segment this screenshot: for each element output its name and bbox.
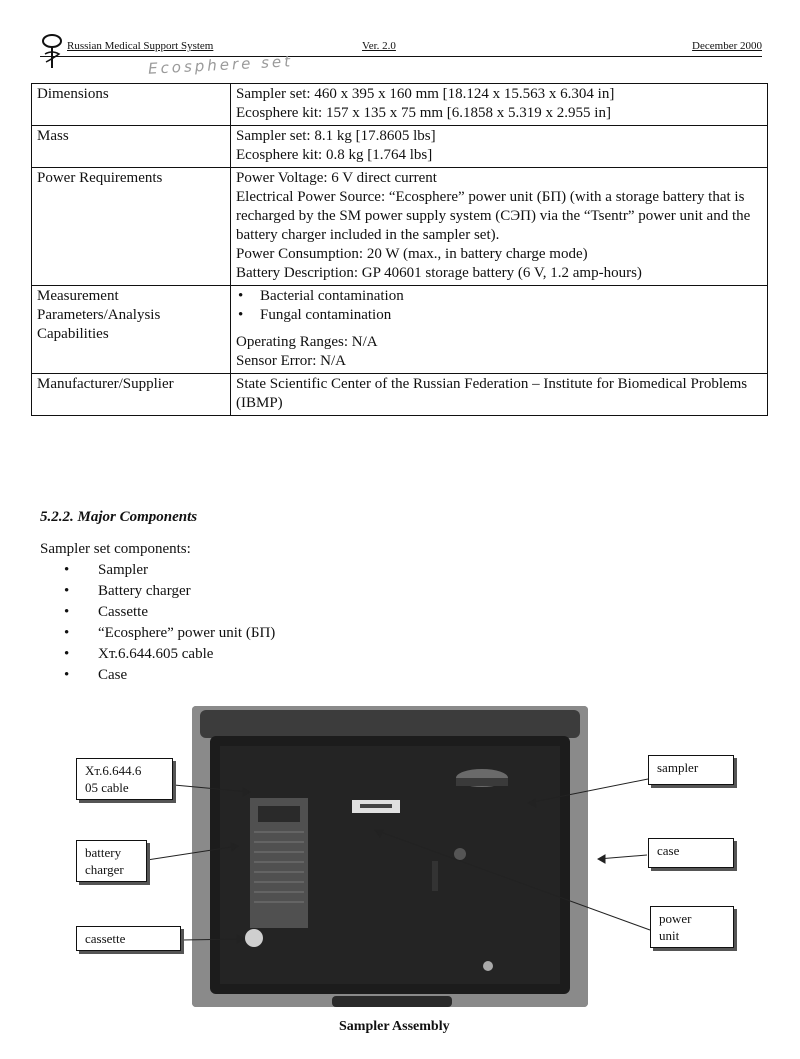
callout-text: cassette: [85, 931, 126, 946]
value-line: Ecosphere kit: 0.8 kg [1.764 lbs]: [236, 147, 433, 163]
bullet-text: Fungal contamination: [260, 307, 392, 323]
row-label: Dimensions: [32, 84, 231, 126]
callout-text: unit: [659, 928, 680, 943]
callout-text: Xт.6.644.6: [85, 763, 142, 778]
header-date: December 2000: [692, 40, 762, 52]
bullet-dot: •: [64, 583, 70, 599]
list-item-text: “Ecosphere” power unit (БП): [98, 625, 276, 641]
value-line: Power Consumption: 20 W (max., in battery charge mode): [236, 246, 588, 262]
list-item-text: Case: [98, 667, 128, 683]
value-line: Sensor Error: N/A: [236, 353, 346, 369]
value-line: Electrical Power Source: “Ecosphere” power unit (БП) (with a storage battery that is recharged by the SM power supply system (СЭП) via the “Tsentr” power unit and the battery charger included in the sampler set).: [236, 189, 751, 243]
bullet-dot: •: [64, 625, 70, 641]
header-system-name: Russian Medical Support System: [67, 40, 214, 52]
handwritten-note: Ecosphere set: [147, 52, 294, 78]
callout-text: 05 cable: [85, 780, 129, 795]
header-version: Ver. 2.0: [362, 40, 396, 52]
callout-cable: [76, 758, 173, 800]
value-line: Sampler set: 8.1 kg [17.8605 lbs]: [236, 128, 436, 144]
bullet-dot: •: [238, 307, 244, 323]
bullet-dot: •: [64, 646, 70, 662]
row-label: Mass: [32, 126, 231, 168]
row-label: Measurement Parameters/Analysis Capabilities: [32, 286, 231, 374]
bullet-dot: •: [238, 288, 244, 304]
value-line: State Scientific Center of the Russian Federation – Institute for Biomedical Problems (IBMP): [236, 376, 748, 411]
section-intro: Sampler set components:: [40, 541, 191, 557]
callout-text: sampler: [657, 760, 699, 775]
callout-cassette: [76, 926, 181, 951]
figure-caption: Sampler Assembly: [339, 1019, 450, 1034]
value-line: Operating Ranges: N/A: [236, 334, 378, 350]
list-item-text: Sampler: [98, 562, 148, 578]
row-label: Power Requirements: [32, 168, 231, 286]
callout-sampler: [648, 755, 734, 785]
callout-text: charger: [85, 862, 124, 877]
callout-battery-charger: [76, 840, 147, 882]
value-line: Ecosphere kit: 157 x 135 x 75 mm [6.1858 x 5.319 x 2.955 in]: [236, 105, 611, 121]
section-title: 5.2.2. Major Components: [40, 509, 198, 525]
bullet-text: Bacterial contamination: [260, 288, 404, 304]
row-label: Manufacturer/Supplier: [32, 374, 231, 416]
value-line: Battery Description: GP 40601 storage battery (6 V, 1.2 amp-hours): [236, 265, 642, 281]
callout-text: battery: [85, 845, 122, 860]
list-item-text: Xт.6.644.605 cable: [98, 646, 214, 662]
value-line: Power Voltage: 6 V direct current: [236, 170, 437, 186]
value-line: Sampler set: 460 x 395 x 160 mm [18.124 x 15.563 x 6.304 in]: [236, 86, 615, 102]
callout-text: case: [657, 843, 680, 858]
bullet-dot: •: [64, 667, 70, 683]
list-item-text: Cassette: [98, 604, 148, 620]
list-item-text: Battery charger: [98, 583, 191, 599]
callout-case: [648, 838, 734, 868]
bullet-dot: •: [64, 562, 70, 578]
bullet-dot: •: [64, 604, 70, 620]
callout-text: power: [659, 911, 692, 926]
callout-power-unit: [650, 906, 734, 948]
